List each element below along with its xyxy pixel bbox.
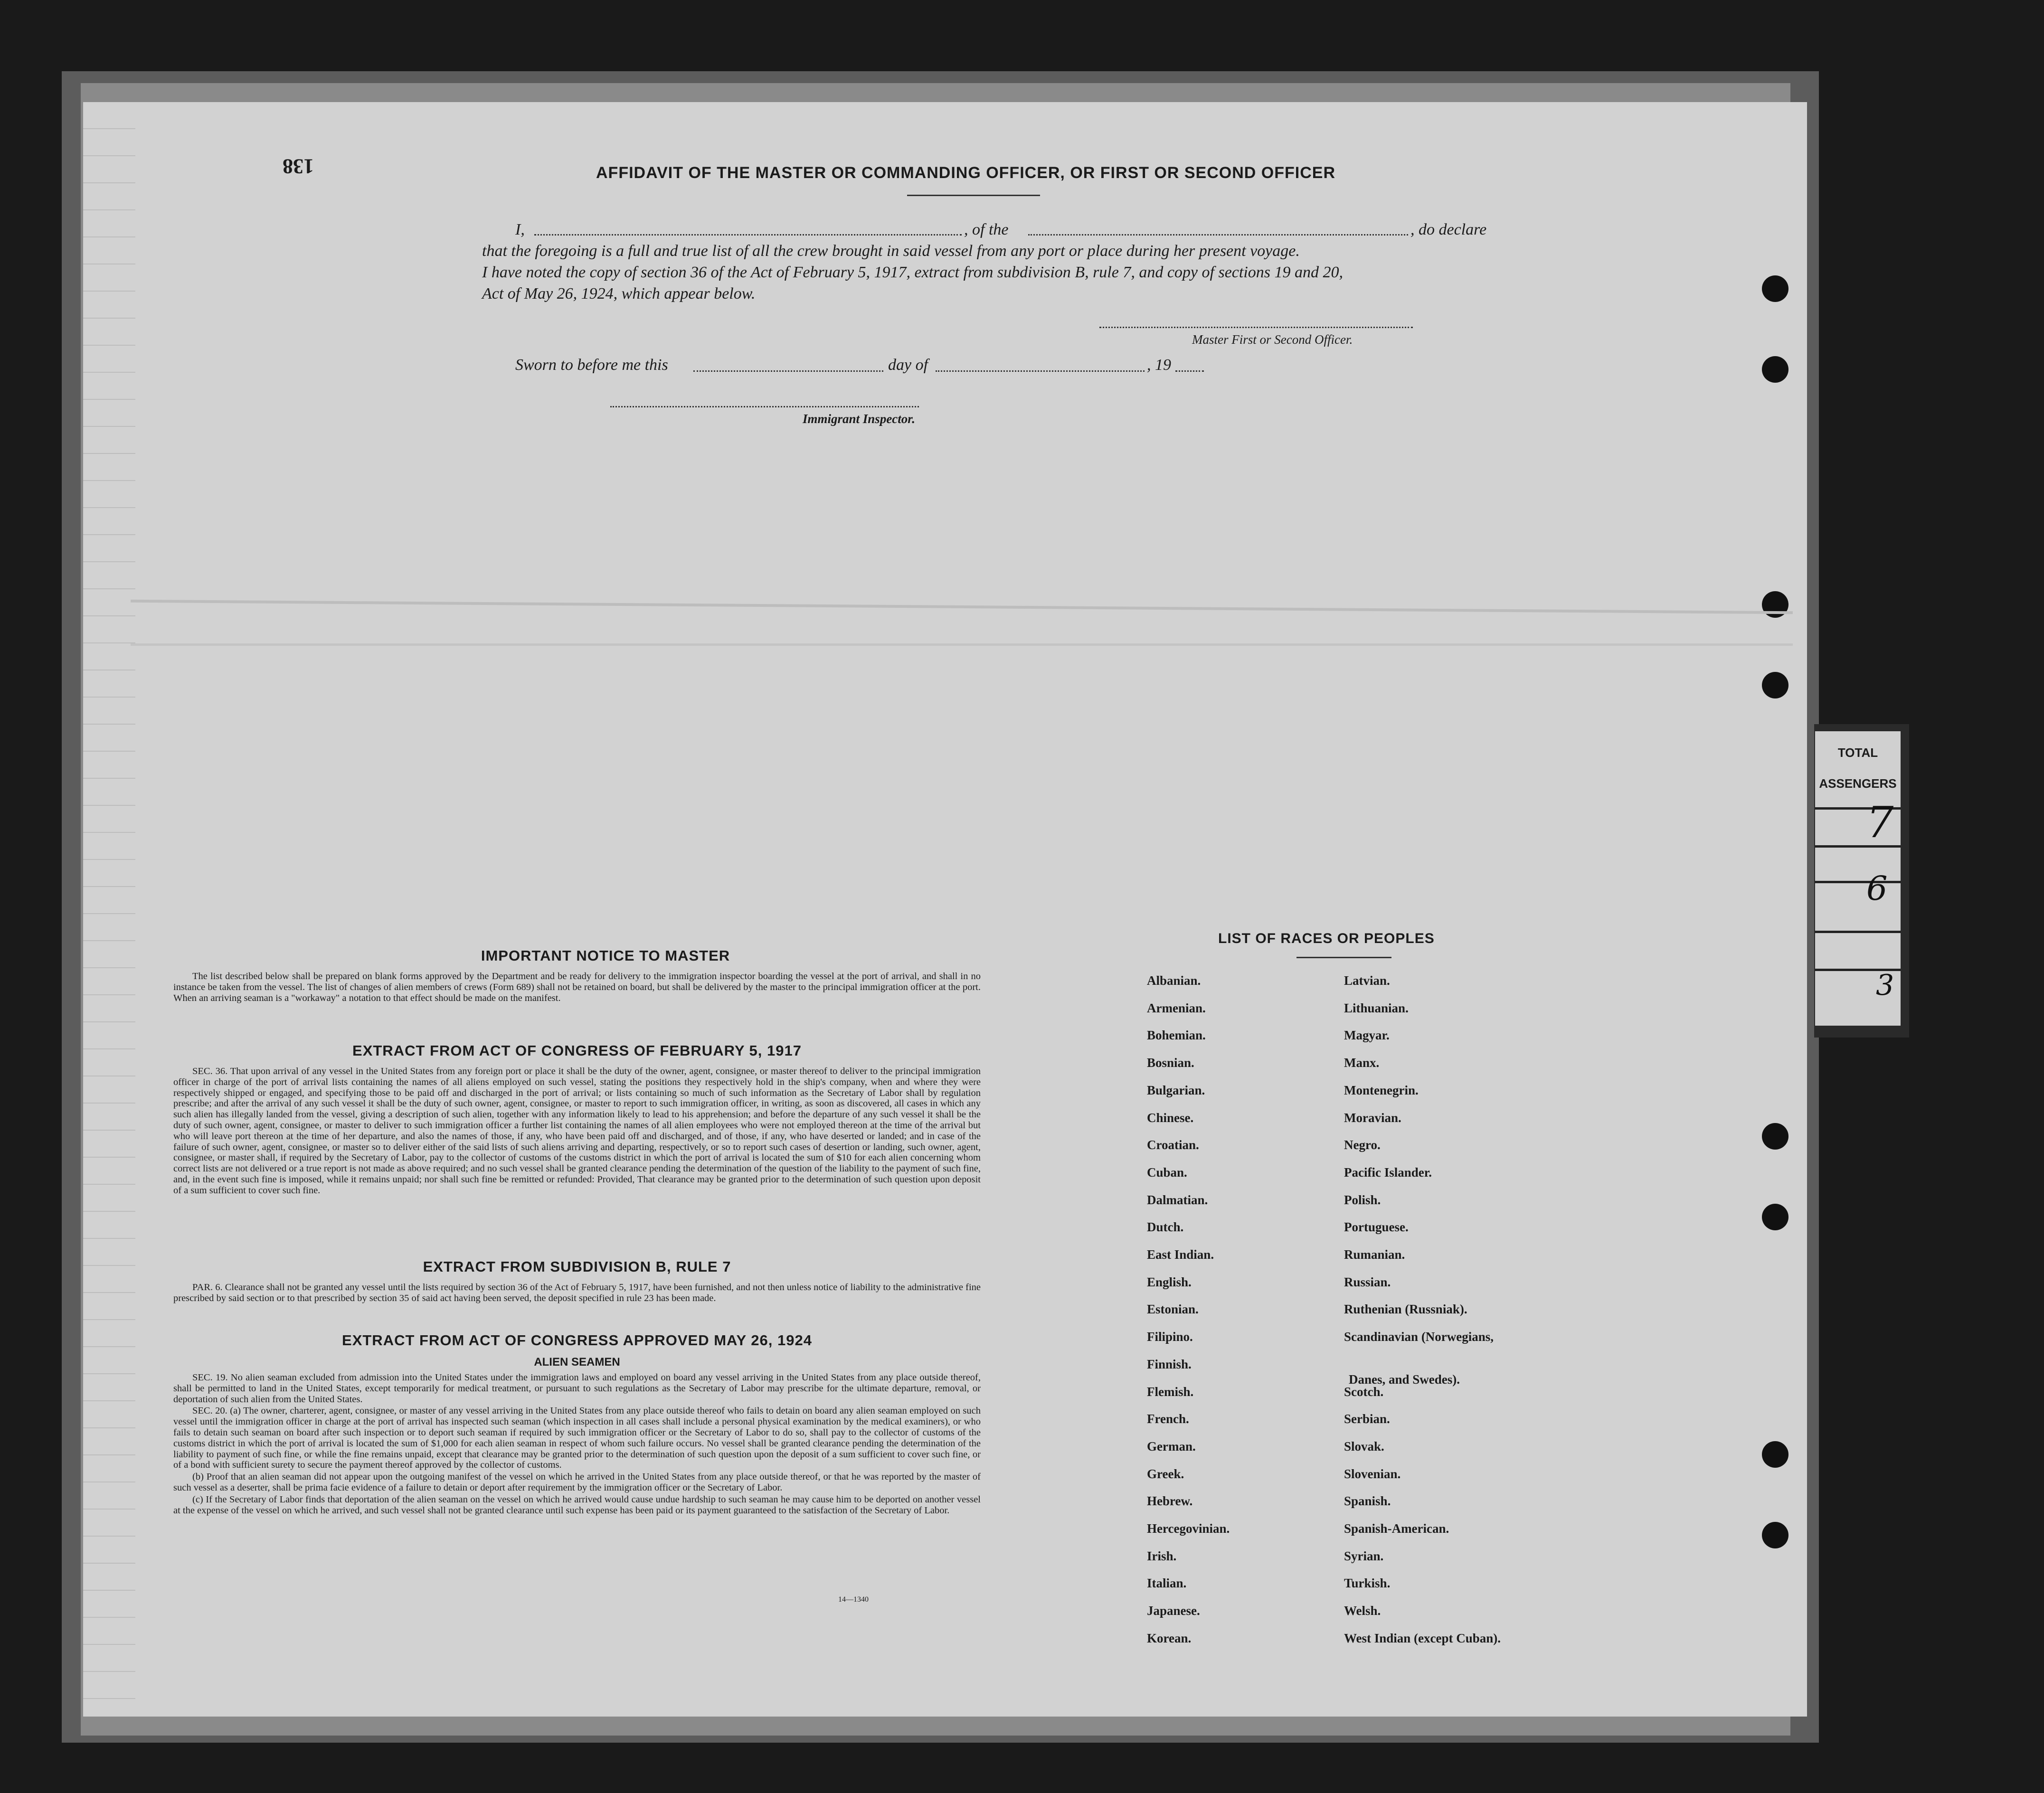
- race-item: Serbian.: [1344, 1412, 1390, 1426]
- sec-19-paragraph: SEC. 19. No alien seaman excluded from admission into the United States under the immigration laws and employed on board any vessel arriving in the United States from any place outside thereof, shall be permitted to land in the United States, except temporarily for medical treatment, or pursuant to such regulations as the Secretary of Labor may prescribe for the ultimate departure, removal, or deportation of such alien from the United States.: [173, 1372, 981, 1405]
- sworn-month-line: [936, 370, 1145, 372]
- race-item: Pacific Islander.: [1344, 1165, 1432, 1180]
- race-item: Rumanian.: [1344, 1247, 1405, 1262]
- race-item: Dutch.: [1147, 1220, 1184, 1235]
- race-item: Croatian.: [1147, 1138, 1199, 1152]
- race-item: Hercegovinian.: [1147, 1521, 1230, 1536]
- race-item: Scotch.: [1344, 1384, 1384, 1399]
- race-item: Hebrew.: [1147, 1494, 1193, 1509]
- rule-7-title: EXTRACT FROM SUBDIVISION B, RULE 7: [423, 1258, 731, 1275]
- race-item: Irish.: [1147, 1548, 1177, 1563]
- race-item: Chinese.: [1147, 1110, 1194, 1125]
- race-item: Manx.: [1344, 1056, 1380, 1070]
- rule-7-body: [173, 1282, 981, 1305]
- race-item: Portuguese.: [1344, 1220, 1409, 1235]
- title-underline: [907, 195, 1040, 196]
- notice-body: [173, 971, 981, 1004]
- tab-handwritten-3: 3: [1876, 969, 1894, 1002]
- binder-hole: [1762, 356, 1788, 383]
- day-of-label: day of: [888, 356, 928, 374]
- affidavit-line-2: that the foregoing is a full and true list of all the crew brought in said vessel from any port or place during her present voyage.: [482, 242, 1300, 260]
- manifest-page: [83, 102, 1807, 1717]
- tab-total-label: TOTAL: [1837, 746, 1878, 760]
- race-item: West Indian (except Cuban).: [1344, 1631, 1501, 1645]
- tab-passengers-label: ASSENGERS: [1819, 776, 1897, 791]
- race-item: Negro.: [1344, 1138, 1381, 1152]
- race-item: Moravian.: [1344, 1110, 1401, 1125]
- extract-1917-body: [173, 1066, 981, 1197]
- race-item: Bulgarian.: [1147, 1083, 1205, 1097]
- year-label: , 19: [1147, 356, 1171, 374]
- affidavit-title: AFFIDAVIT OF THE MASTER OR COMMANDING OFFICER, OR FIRST OR SECOND OFFICER: [596, 164, 1335, 182]
- alien-seamen-subtitle: ALIEN SEAMEN: [534, 1356, 620, 1368]
- race-item: Russian.: [1344, 1274, 1391, 1289]
- race-item: Slovenian.: [1344, 1466, 1401, 1481]
- race-item: Polish.: [1344, 1192, 1381, 1207]
- inspector-signature-line: [610, 406, 919, 407]
- race-item-continuation: Danes, and Swedes).: [1349, 1372, 1460, 1387]
- race-item: Estonian.: [1147, 1302, 1199, 1317]
- race-item: Bohemian.: [1147, 1028, 1206, 1043]
- race-item: Filipino.: [1147, 1330, 1193, 1344]
- notice-paragraph: The list described below shall be prepared on blank forms approved by the Department and be ready for delivery to the immigration inspector boarding the vessel at the port of arrival, and shall in no instance be taken from the vessel. The list of changes of alien members of crews (Form 689) shall not be retained on board, but shall be delivered by the master to the principal immigration officer at the port. When an arriving seaman is a "workaway" a notation to that effect should be made on the manifest.: [173, 971, 981, 1003]
- binder-hole: [1762, 1123, 1788, 1150]
- binder-hole: [1762, 1441, 1788, 1468]
- sec-20a-paragraph: SEC. 20. (a) The owner, charterer, agent, consignee, or master of any vessel arriving in the United States from any place outside thereof who fails to detain on board any alien seaman employed on such vessel until the immigration officer in charge at the port of arrival has inspected such seaman (which inspection in all cases shall include a personal physical examination by the medical examiners), or who fails to detain such seaman on board after such inspection or to deport such seaman if required by such immigration officer or the Secretary of Labor to do so, shall pay to the collector of customs of the customs district in which the port of arrival is located the sum of $1,000 for each alien seaman in respect of whom such failure occurs. No vessel shall be granted clearance pending the determination of the liability to payment of such fine, or while the fine remains unpaid, except that clearance may be granted prior to the determination of such question upon the deposit of a sum sufficient to cover such fine, or of a bond with sufficient surety to secure the payment thereof approved by the collector of customs.: [173, 1406, 981, 1471]
- races-title: LIST OF RACES OR PEOPLES: [1218, 931, 1435, 946]
- race-item: Armenian.: [1147, 1000, 1206, 1015]
- race-item: Finnish.: [1147, 1357, 1192, 1371]
- sec-20b-paragraph: (b) Proof that an alien seaman did not appear upon the outgoing manifest of the vessel on which he arrived in the United States from any place outside thereof, or that he was reported by the master of such vessel as a deserter, shall be prima facie evidence of a failure to detain or deport after requirement by the immigration officer or the Secretary of Labor.: [173, 1472, 981, 1493]
- affidavit-of-the-label: , of the: [964, 221, 1009, 238]
- binder-hole: [1762, 672, 1788, 698]
- race-item: Latvian.: [1344, 973, 1390, 988]
- sec-36-paragraph: SEC. 36. That upon arrival of any vessel in the United States from any foreign port or place it shall be the duty of the owner, agent, consignee, or master thereof to deliver to the principal immigration officer in charge of the port of arrival lists containing the names of all aliens employed on such vessel, stating the positions they respectively hold in the ship's company, when and where they were respectively shipped or engaged, and specifying those to be paid off and discharged in the port of arrival; or lists containing so much of such information as the Secretary of Labor shall by regulation prescribe; and after the arrival of any such vessel it shall be the duty of such owner, agent, consignee, or master to report to such immigration officer, in writing, as soon as discovered, all cases in which any such alien has illegally landed from the vessel, giving a description of such alien, together with any information likely to lead to his apprehension; and before the departure of any such vessel it shall be the duty of such owner, agent, consignee, or master to deliver to such immigration officer a further list containing the names of all alien employees who were not employed thereon at the time of the arrival but who will leave port thereon at the time of her departure, and also the names of those, if any, who have been paid off and discharged, and of those, if any, who have deserted or landed; and in case of the failure of such owner, agent, consignee, or master so to deliver either of the said lists of such aliens arriving and departing, respectively, or so to report such cases of desertion or landing, such owner, agent, consignee, or master shall, if required by the Secretary of Labor, pay to the collector of customs of the customs district in which the port of arrival is located the sum of $10 for each alien concerning whom correct lists are not delivered or a true report is not made as above required; and no such vessel shall be granted clearance pending the determination of the question of the liability to the payment of such fine, and, in the event such fine is imposed, while it remains unpaid; nor shall such fine be remitted or refunded: Provided, That clearance may be granted prior to the determination of such question upon deposit of a sum sufficient to cover such fine.: [173, 1066, 981, 1196]
- sworn-label: Sworn to before me this: [515, 356, 668, 374]
- page-crease: [131, 643, 1793, 646]
- master-name-line: [534, 234, 962, 236]
- race-item: Turkish.: [1344, 1576, 1391, 1591]
- race-item: Montenegrin.: [1344, 1083, 1419, 1097]
- tab-handwritten-2: 6: [1866, 869, 1888, 908]
- inspector-label: Immigrant Inspector.: [803, 412, 916, 426]
- tab-handwritten-1: 7: [1866, 798, 1894, 848]
- races-title-underline: [1296, 957, 1391, 958]
- page-number-stamp: 138: [283, 155, 314, 178]
- affidavit-line-3: I have noted the copy of section 36 of the Act of February 5, 1917, extract from subdivision B, rule 7, and copy of sections 19 and 20,: [482, 264, 1344, 281]
- race-item: Magyar.: [1344, 1028, 1390, 1043]
- affidavit-declare-label: , do declare: [1410, 221, 1487, 238]
- race-item: East Indian.: [1147, 1247, 1214, 1262]
- race-item: Slovak.: [1344, 1439, 1384, 1453]
- race-item: Spanish-American.: [1344, 1521, 1449, 1536]
- extract-1924-body: [173, 1372, 981, 1517]
- race-item: Syrian.: [1344, 1548, 1384, 1563]
- extract-1917-title: EXTRACT FROM ACT OF CONGRESS OF FEBRUARY 5, 1917: [352, 1042, 802, 1059]
- race-item: Cuban.: [1147, 1165, 1187, 1180]
- affidavit-line-4: Act of May 26, 1924, which appear below.: [482, 285, 756, 302]
- race-item: Greek.: [1147, 1466, 1184, 1481]
- race-item: Bosnian.: [1147, 1056, 1194, 1070]
- binder-hole: [1762, 1522, 1788, 1548]
- ledger-edge: [83, 102, 135, 1717]
- master-signature-line: [1099, 327, 1413, 328]
- notice-title: IMPORTANT NOTICE TO MASTER: [481, 947, 730, 964]
- race-item: Dalmatian.: [1147, 1192, 1208, 1207]
- tab-line: [1815, 881, 1901, 883]
- race-item: French.: [1147, 1412, 1189, 1426]
- vessel-name-line: [1028, 234, 1408, 236]
- race-item: Italian.: [1147, 1576, 1187, 1591]
- race-item: Ruthenian (Russniak).: [1344, 1302, 1467, 1317]
- tab-line: [1815, 931, 1901, 933]
- race-item: Japanese.: [1147, 1604, 1200, 1618]
- page-crease: [131, 600, 1793, 614]
- extract-1924-title: EXTRACT FROM ACT OF CONGRESS APPROVED MAY 26, 1924: [342, 1332, 812, 1349]
- affidavit-i-label: I,: [515, 221, 525, 238]
- sec-20c-paragraph: (c) If the Secretary of Labor finds that deportation of the alien seaman on the vessel on which he arrived would cause undue hardship to such seaman he may cause him to be deported on another vessel at the expense of the vessel on which he arrived, and such vessel shall not be granted clearance until such expense has been paid or its payment guaranteed to the satisfaction of the Secretary of Labor.: [173, 1494, 981, 1516]
- race-item: Scandinavian (Norwegians,: [1344, 1330, 1494, 1344]
- form-number: 14—1340: [838, 1595, 869, 1604]
- race-item: English.: [1147, 1274, 1192, 1289]
- sworn-day-line: [693, 370, 883, 372]
- race-item: Spanish.: [1344, 1494, 1391, 1509]
- race-item: Albanian.: [1147, 973, 1201, 988]
- race-item: German.: [1147, 1439, 1196, 1453]
- par-6-paragraph: PAR. 6. Clearance shall not be granted any vessel until the lists required by section 36 of the Act of February 5, 1917, have been furnished, and not then unless notice of liability to the administrative fine prescribed by said section or to that prescribed by section 35 of said act having been served, the deposit specified in rule 23 has been made.: [173, 1282, 981, 1303]
- year-line: [1175, 370, 1204, 372]
- master-signature-label: Master First or Second Officer.: [1192, 332, 1353, 347]
- race-item: Lithuanian.: [1344, 1000, 1409, 1015]
- race-item: Flemish.: [1147, 1384, 1194, 1399]
- race-item: Korean.: [1147, 1631, 1192, 1645]
- binder-hole: [1762, 1204, 1788, 1230]
- race-item: Welsh.: [1344, 1604, 1381, 1618]
